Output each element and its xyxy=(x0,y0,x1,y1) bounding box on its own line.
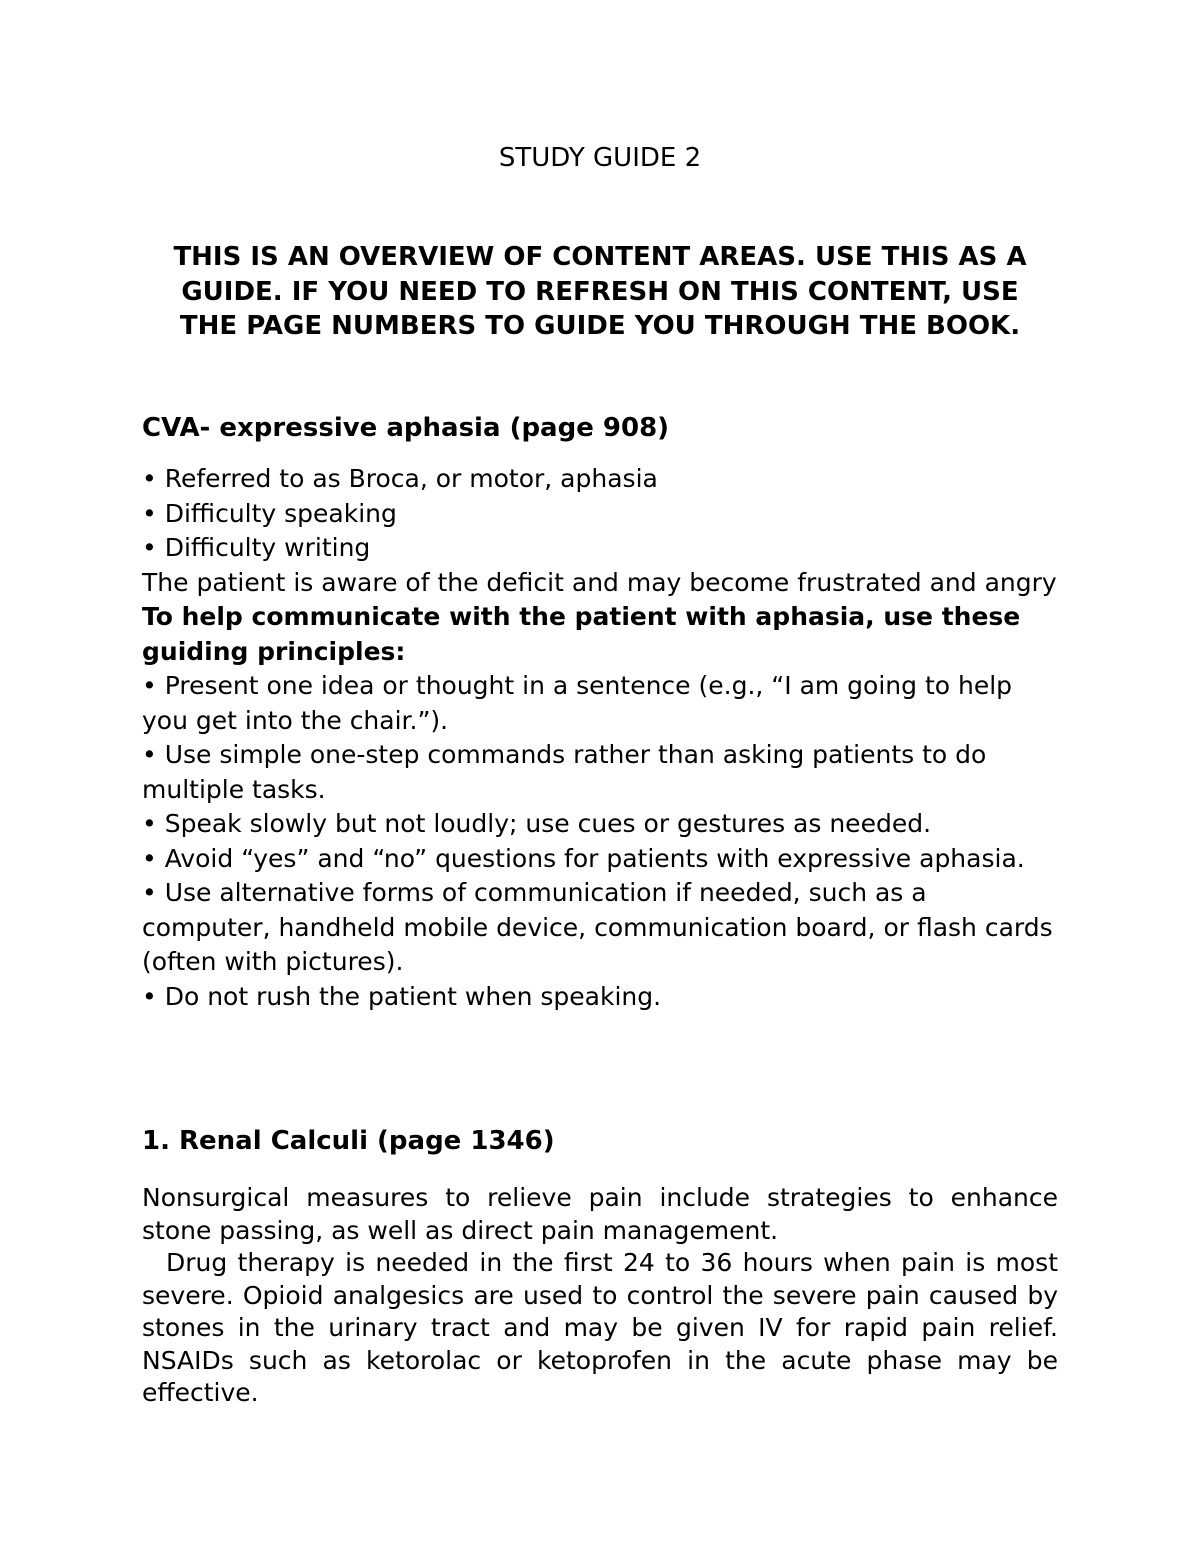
intro-line: THE PAGE NUMBERS TO GUIDE YOU THROUGH THE BOOK. xyxy=(179,311,1021,341)
cva-bullet: • Referred to as Broca, or motor, aphasia xyxy=(142,462,1058,497)
intro-notice xyxy=(142,240,1058,344)
cva-section xyxy=(142,410,1058,1014)
renal-section xyxy=(142,1123,1058,1410)
intro-line: THIS IS AN OVERVIEW OF CONTENT AREAS. USE THIS AS A xyxy=(173,242,1027,272)
cva-bullet: • Difficulty writing xyxy=(142,531,1058,566)
principle-item: • Present one idea or thought in a sentence (e.g., “I am going to help you get into the chair.”). xyxy=(142,669,1058,738)
principle-item: • Do not rush the patient when speaking. xyxy=(142,980,1058,1015)
principle-item: • Avoid “yes” and “no” questions for patients with expressive aphasia. xyxy=(142,842,1058,877)
principle-item: • Use simple one-step commands rather than asking patients to do multiple tasks. xyxy=(142,738,1058,807)
principles-heading: To help communicate with the patient with aphasia, use these guiding principles: xyxy=(142,602,1021,666)
renal-paragraph-drug-therapy: Drug therapy is needed in the first 24 to 36 hours when pain is most severe. Opioid analgesics are used to control the severe pain caused by stones in the urinary tract and may be given IV for rapid pain relief. NSAIDs such as ketorolac or ketoprofen in the acute phase may be effective. xyxy=(142,1248,1058,1407)
document-title: STUDY GUIDE 2 xyxy=(498,143,702,173)
intro-line: GUIDE. IF YOU NEED TO REFRESH ON THIS CONTENT, USE xyxy=(181,276,1019,307)
cva-heading: CVA- expressive aphasia (page 908) xyxy=(142,413,670,443)
renal-heading: 1. Renal Calculi (page 1346) xyxy=(142,1126,555,1156)
document-page xyxy=(142,0,1058,1553)
renal-paragraph-nonsurgical: Nonsurgical measures to relieve pain include strategies to enhance stone passing, as well as direct pain management. xyxy=(142,1183,1058,1245)
cva-awareness-text: The patient is aware of the deficit and may become frustrated and angry xyxy=(142,567,1057,597)
principle-item: • Speak slowly but not loudly; use cues or gestures as needed. xyxy=(142,807,1058,842)
cva-bullet: • Difficulty speaking xyxy=(142,497,1058,532)
principle-item: • Use alternative forms of communication if needed, such as a computer, handheld mobile device, communication board, or flash cards (often with pictures). xyxy=(142,876,1058,980)
